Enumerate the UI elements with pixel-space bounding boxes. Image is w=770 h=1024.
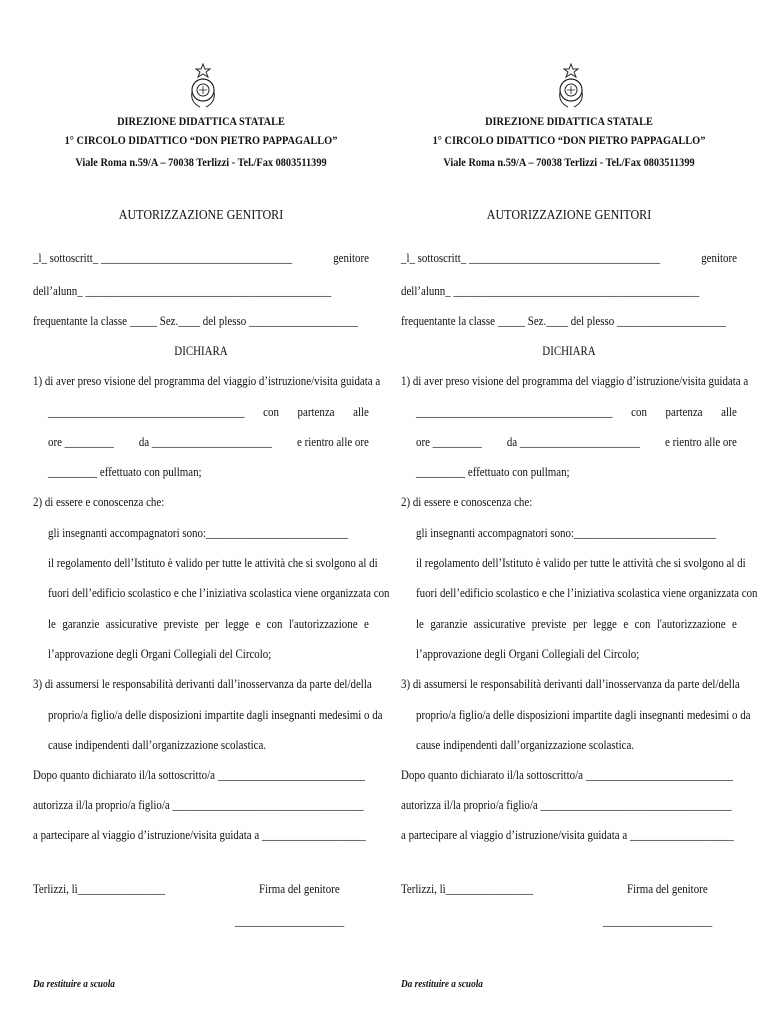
field-line-student: dell’alunn_ _____________________________________________ xyxy=(33,283,332,298)
point-3-line-2: proprio/a figlio/a delle disposizioni impartite dagli insegnanti medesimi o da xyxy=(48,707,383,722)
school-address: Viale Roma n.59/A – 70038 Terlizzi - Tel./Fax 0803511399 xyxy=(75,155,327,169)
point-2-line-5: le garanzie assicurative previste per legge e con l'autorizzazione e xyxy=(48,616,369,631)
point-1-line-4: _________ effettuato con pullman; xyxy=(416,464,570,479)
school-circle: 1° CIRCOLO DIDATTICO “DON PIETRO PAPPAGALLO” xyxy=(432,133,706,147)
signature-label: Firma del genitore xyxy=(259,881,340,896)
point-2-line-2: gli insegnanti accompagnatori sono:__________________________ xyxy=(48,525,348,540)
point-1-line-2: ____________________________________ con partenza alle xyxy=(416,404,737,419)
point-2-line-4: fuori dell’edificio scolastico e che l’iniziativa scolastica viene organizzata con xyxy=(48,585,390,600)
point-2-line-3: il regolamento dell’Istituto è valido per tutte le attività che si svolgono al di xyxy=(48,555,378,570)
declaration-heading: DICHIARA xyxy=(174,343,228,358)
point-1: 1) di aver preso visione del programma del viaggio d’istruzione/visita guidata a xyxy=(401,373,749,388)
authorization-line-1: Dopo quanto dichiarato il/la sottoscritto/a ___________________________ xyxy=(401,767,734,782)
authorization-line-2: autorizza il/la proprio/a figlio/a ___________________________________ xyxy=(401,797,732,812)
point-2-line-5: le garanzie assicurative previste per legge e con l'autorizzazione e xyxy=(416,616,737,631)
point-2-line-6: l’approvazione degli Organi Collegiali del Circolo; xyxy=(416,646,640,661)
form-copy-right xyxy=(401,0,758,1024)
school-name: DIREZIONE DIDATTICA STATALE xyxy=(117,114,285,128)
field-line-signer: _l_ sottoscritt_ ___________________________________ genitore xyxy=(401,250,737,265)
school-circle: 1° CIRCOLO DIDATTICO “DON PIETRO PAPPAGALLO” xyxy=(64,133,338,147)
point-2: 2) di essere e conoscenza che: xyxy=(401,494,533,509)
point-2-line-6: l’approvazione degli Organi Collegiali del Circolo; xyxy=(48,646,272,661)
declaration-heading: DICHIARA xyxy=(542,343,596,358)
form-title: AUTORIZZAZIONE GENITORI xyxy=(118,208,284,223)
point-1: 1) di aver preso visione del programma del viaggio d’istruzione/visita guidata a xyxy=(33,373,381,388)
authorization-line-3: a partecipare al viaggio d’istruzione/visita guidata a ___________________ xyxy=(33,827,366,842)
point-3-line-3: cause indipendenti dall’organizzazione scolastica. xyxy=(416,737,635,752)
point-3: 3) di assumersi le responsabilità derivanti dall’inosservanza da parte del/della xyxy=(401,676,740,691)
authorization-line-2: autorizza il/la proprio/a figlio/a ___________________________________ xyxy=(33,797,364,812)
point-1-line-4: _________ effettuato con pullman; xyxy=(48,464,202,479)
return-note: Da restituire a scuola xyxy=(401,978,483,990)
return-note: Da restituire a scuola xyxy=(33,978,115,990)
italian-republic-emblem-icon xyxy=(556,62,586,110)
signature-line: ____________________ xyxy=(235,913,345,928)
form-title: AUTORIZZAZIONE GENITORI xyxy=(486,208,652,223)
point-3-line-3: cause indipendenti dall’organizzazione scolastica. xyxy=(48,737,267,752)
field-line-class: frequentante la classe _____ Sez.____ del plesso ____________________ xyxy=(33,313,359,328)
place-date-field: Terlizzi, lì________________ xyxy=(401,881,534,896)
point-1-line-3: ore _________ da ______________________ e rientro alle ore xyxy=(416,434,737,449)
place-date-field: Terlizzi, lì________________ xyxy=(33,881,166,896)
point-2-line-2: gli insegnanti accompagnatori sono:__________________________ xyxy=(416,525,716,540)
signature-line: ____________________ xyxy=(603,913,713,928)
point-3: 3) di assumersi le responsabilità derivanti dall’inosservanza da parte del/della xyxy=(33,676,372,691)
form-copy-left xyxy=(33,0,390,1024)
point-2-line-3: il regolamento dell’Istituto è valido per tutte le attività che si svolgono al di xyxy=(416,555,746,570)
authorization-line-3: a partecipare al viaggio d’istruzione/visita guidata a ___________________ xyxy=(401,827,734,842)
authorization-line-1: Dopo quanto dichiarato il/la sottoscritto/a ___________________________ xyxy=(33,767,366,782)
signature-label: Firma del genitore xyxy=(627,881,708,896)
field-line-class: frequentante la classe _____ Sez.____ del plesso ____________________ xyxy=(401,313,727,328)
point-2-line-4: fuori dell’edificio scolastico e che l’iniziativa scolastica viene organizzata con xyxy=(416,585,758,600)
field-line-signer: _l_ sottoscritt_ ___________________________________ genitore xyxy=(33,250,369,265)
school-address: Viale Roma n.59/A – 70038 Terlizzi - Tel./Fax 0803511399 xyxy=(443,155,695,169)
italian-republic-emblem-icon xyxy=(188,62,218,110)
school-name: DIREZIONE DIDATTICA STATALE xyxy=(485,114,653,128)
field-line-student: dell’alunn_ _____________________________________________ xyxy=(401,283,700,298)
point-2: 2) di essere e conoscenza che: xyxy=(33,494,165,509)
point-3-line-2: proprio/a figlio/a delle disposizioni impartite dagli insegnanti medesimi o da xyxy=(416,707,751,722)
point-1-line-2: ____________________________________ con partenza alle xyxy=(48,404,369,419)
point-1-line-3: ore _________ da ______________________ e rientro alle ore xyxy=(48,434,369,449)
